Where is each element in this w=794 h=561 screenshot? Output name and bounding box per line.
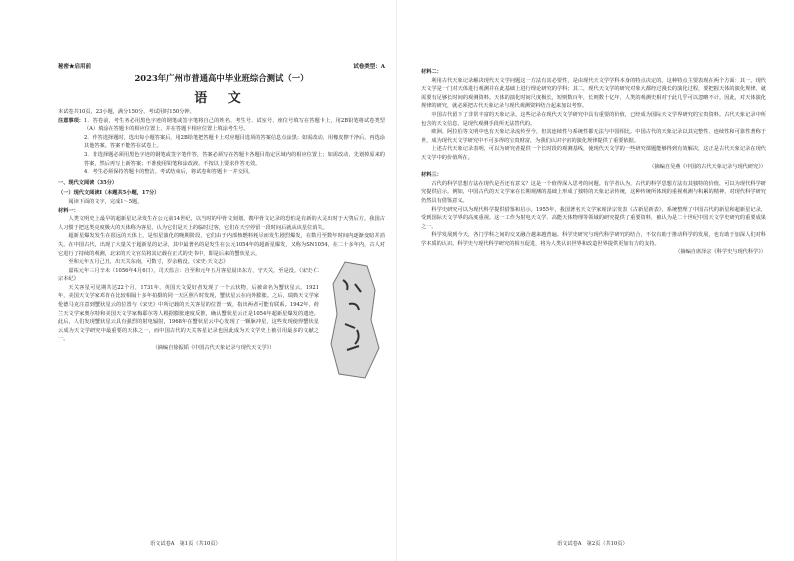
material2-source: （摘编自吴燕《中国的古代天象记录与现代研究》） [649,163,766,170]
instruction: 阅读下面的文字，完成1～5题。 [68,198,143,205]
material3-source: （摘编自席泽宗《科学史与现代科学》） [675,249,766,256]
material-section [421,68,766,257]
quote-one: 至和元年五月己丑，出天关东南，可数寸，岁余稍没。 [68,259,193,266]
note-item: 2．作答选择题时，选出每小题答案后，用2B铅笔把答题卡上对应题目选项的答案信息点涂黑；如需改动，用橡皮擦干净后，再选涂其他答案。答案不能答在试卷上。 [83,134,385,150]
header-row [58,62,385,70]
stone-rubbing-image [325,260,385,380]
material2-paragraph: 利用古代天象记录解决现代天文学问题这一方法有其必要性，是由现代天文学学科本身的特点决定的。这种特点主要表现在两个方面：其一，现代天文学是一门对天体进行观测并在此基础上进行理论研究的学科；其二，现代天文学的研究对象大都经过漫长的演化过程，要把握天体的演化规律，就需要有足够长时间的观测资料。天体的演化时间尺度极长，短则数百年，长则数十亿年，人类的观测史相对于此几乎可以忽略不计。因此，对天体演化规律的研究，就必须把古代天象记录与现代观测资料结合起来加以考察。 [421,77,766,110]
section-heading: 一、现代文阅读（35分） [58,179,118,186]
exam-title: 2023年广州市普通高中毕业班综合测试（一） [134,73,309,83]
material2-paragraph: 中国古代留下了非常丰富的天象记录。这些记录在现代天文学研究中具有重要的价值，已经成为国际天文学界研究的宝贵资料。古代天象记录中所包含的天文信息，是现代观测手段所无法替代的。 [421,111,766,127]
material1-paragraph: 人类文明史上最早的超新星记录发生在公元前14世纪，以当时的甲骨文刻划，镌甲骨文记录的恐怕是有新的大灵出时于大鸮后方。我国古人习惯于把这类亮度极大的天体称为客星，认为它们是天上的临时过客，它们在天空停留一段时间后就从该星位消失。 [58,216,385,231]
quote-block [58,258,385,344]
material2-label: 材料二： [421,69,442,75]
confidential-label: 秘密★启用前 [58,64,92,70]
exam-summary: 本试卷共10页，23小题，满分150分。考试用时150分钟。 [58,109,195,115]
note-item: 4．考生必须保持答题卡的整洁。考试结束后，将试卷和答题卡一并交回。 [83,169,254,176]
page-footer: 语文试卷A 第1页（共10页） [150,541,221,547]
notes-label: 注意事项： [58,117,84,124]
note-item: 1．答卷前，考生务必用黑色字迹的钢笔或签字笔将自己的姓名、考生号、试室号、座位号填写在答题卡上，用2B铅笔将试卷类型（A）填涂在答题卡的相应位置上，并在答题卡相应位置上填涂考生号。 [83,117,385,133]
page-two [397,0,794,561]
material3-paragraph: 科学史研究可以为现代科学提供借鉴和启示。1955年，我国著名天文学家席泽宗发表《古新星新表》，系统整理了中国古代的新星和超新星记录，受到国际天文学界的高度重视。这一工作为射电天文学、高能天体物理等领域的研究提供了重要资料，被认为是二十世纪中国天文学史研究的重要成果之一。 [421,206,766,230]
exam-info [58,108,385,353]
page-footer: 语文试卷A 第2页（共10页） [557,541,628,547]
quote-two: 嘉祐元年三月辛未（1056年4月6日），司天监言：自至和元年五月客星晨出东方，守天关，至是没。 [68,267,300,274]
material1-paragraph: 超新星爆发发生在很远的天体上，是恒星演化的晚期阶段，它们由于内部核燃料耗尽而发生剧烈爆发，在数月至数年时间内逐渐变暗并消失。在中国古代，出现了大量关于超新星的记录，其中最著名的是发生在公元1054年的超新星爆发，又称为SN1054，在二十多年内，古人对它进行了持续的观测，北宋的天文官员将其记载在正式的史书中，即是后来的蟹状星云。 [58,233,385,257]
material1-label: 材料一： [58,207,79,214]
note-item: 3．非选择题必须用黑色字迹的钢笔或签字笔作答，答案必须写在答题卡各题目指定区域内的相应位置上；如需改动，先划掉原来的答案，然后再写上新答案；不准使用铅笔和涂改液。不按以上要求作答无效。 [83,151,385,167]
material3-paragraph: 科学发展到今天，各门学科之间的交叉融合越来越普遍。科学史研究与现代科学研究的结合，不仅有助于推动科学的发展，也有助于加深人们对科学本质的认识。科学史与现代科学研究的相互促进，将为人类认识世界和改造世界提供更加有力的支持。 [421,232,766,247]
material2-paragraph: 欧洲、阿拉伯等文明中也有天象记录流传至今，但其连续性与系统性都无法与中国相比。中国古代的天象记录以其完整性、连续性和可靠性著称于世，成为现代天文学研究中不可多得的宝贵财富，为我们认识宇宙的演化规律提供了重要依据。 [421,129,766,144]
material3-paragraph: 古代的科学思想方法在现代是否还有意义？这是一个值得深入思考的问题。有学者认为，古代的科学思想方法有其独特的价值，可以为现代科学研究提供启示。例如，中国古代的天文学家在长期观测的基础上形成了独特的天象记录传统，这种传统所体现的重视观测与积累的精神，对现代科学研究仍然具有借鉴意义。 [421,180,766,204]
material2-paragraph: 上述古代天象记录表明，可以为研究者提供一个长时段的观测基线，使现代天文学的一些研究课题能够得到有效解决，这正是古代天象记录在现代天文学中的价值所在。 [421,146,766,161]
material3-label: 材料三： [421,172,442,179]
material1-paragraph: 天关客星可见期共达22个月，1731年，英国天文爱好者发现了一个云状物，后被命名为蟹状星云。1921年，美国天文学家邓肯在比较相隔十多年拍摄的同一天区照片时发现，蟹状星云在向外膨胀。之后，瑞典天文学家伦德马克注意到蟹状星云的位置与《宋史》中所记载的天关客星的位置一致，指出两者可能有联系。1942年，荷兰天文学家奥尔特和美国天文学家梅耶尔等人根据膨胀速度反推，确认蟹状星云正是1054年超新星爆发的遗迹。此后，人们发现蟹状星云具有强烈的射电辐射，1968年在蟹状星云中心发现了一颗脉冲星，这些发现使得蟹状星云成为天文学研究中最重要的天体之一，而中国古代的天关客星记录也因此成为天文学史上被引用最多的文献之一。 [58,284,319,343]
notes-block [58,117,385,177]
quote-two-source: 《宋史·仁宗本纪》 [58,267,319,283]
subsection-heading: （一）现代文阅读Ⅰ（本题共5小题，17分） [58,190,160,197]
quote-one-source: 《宋史·天文志》 [192,259,229,266]
material1-source: （摘编自徐振韬《中国古代天象记录与现代天文学》） [152,345,275,352]
subject-title: 语 文 [194,91,249,106]
paper-type-label: 试卷类型：A [353,64,385,70]
notes-list [84,117,385,177]
